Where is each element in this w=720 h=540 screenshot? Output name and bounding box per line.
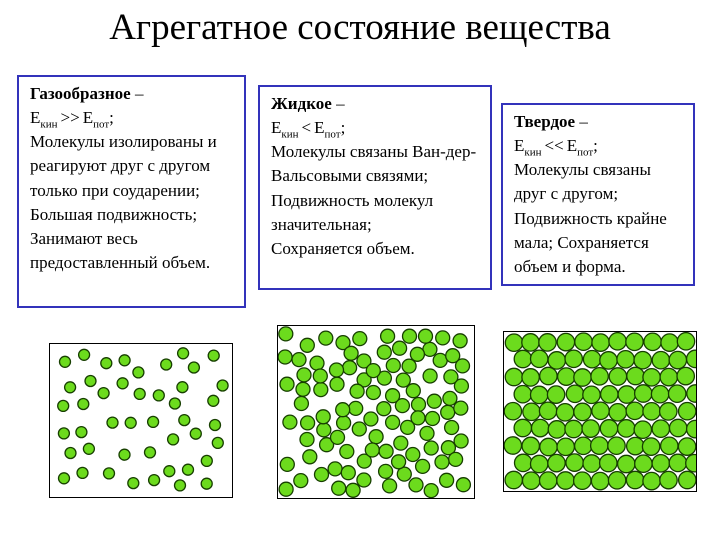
molecule-circle <box>58 400 69 411</box>
molecule-circle <box>547 386 564 403</box>
molecule-circle <box>618 420 635 437</box>
molecule-circle <box>386 359 400 373</box>
molecule-circle <box>670 419 687 436</box>
molecule-circle <box>208 350 219 361</box>
molecule-circle <box>424 441 438 455</box>
molecule-circle <box>574 472 591 489</box>
molecule-circle <box>317 423 331 437</box>
molecule-circle <box>677 333 694 350</box>
liquid-dash: – <box>336 94 345 113</box>
gas-heading: Газообразное <box>30 84 131 103</box>
molecule-circle <box>592 402 609 419</box>
molecule-circle <box>300 338 314 352</box>
molecule-circle <box>686 455 696 472</box>
molecule-circle <box>575 437 592 454</box>
molecule-circle <box>377 402 391 416</box>
molecule-circle <box>669 454 686 471</box>
molecule-circle <box>679 403 696 420</box>
molecule-circle <box>540 438 557 455</box>
molecule-circle <box>210 420 221 431</box>
comparison-operator: << <box>544 136 564 156</box>
molecule-circle <box>548 454 565 471</box>
molecule-circle <box>77 467 88 478</box>
molecule-circle <box>313 369 327 383</box>
molecule-circle <box>582 420 599 437</box>
molecule-circle <box>687 350 696 367</box>
molecule-circle <box>350 384 364 398</box>
molecule-circle <box>319 331 333 345</box>
molecule-circle <box>153 390 164 401</box>
molecule-circle <box>280 457 294 471</box>
molecule-circle <box>522 437 539 454</box>
description-line: Молекулы связаны друг с другом; Подвижность крайне мала; Сохраняется объем и форма. <box>514 160 667 276</box>
molecule-circle <box>504 403 521 420</box>
molecule-circle <box>416 459 430 473</box>
molecule-circle <box>453 334 467 348</box>
molecule-circle <box>661 334 678 351</box>
molecule-circle <box>310 356 324 370</box>
molecule-circle <box>296 382 310 396</box>
molecule-circle <box>651 386 668 403</box>
molecule-circle <box>634 352 651 369</box>
molecule-circle <box>178 348 189 359</box>
molecule-circle <box>409 478 423 492</box>
molecule-circle <box>583 351 600 368</box>
molecule-circle <box>381 329 395 343</box>
molecule-circle <box>643 403 660 420</box>
molecule-circle <box>352 422 366 436</box>
molecule-circle <box>608 437 625 454</box>
molecule-circle <box>669 385 686 402</box>
molecule-circle <box>412 398 426 412</box>
molecule-circle <box>344 346 358 360</box>
solid-dash: – <box>579 112 588 131</box>
molecule-circle <box>332 481 346 495</box>
molecule-circle <box>366 364 380 378</box>
molecule-circle <box>65 448 76 459</box>
molecule-circle <box>161 359 172 370</box>
molecule-circle <box>687 420 696 437</box>
molecule-circle <box>679 471 696 488</box>
gas-info-box <box>17 75 246 308</box>
molecule-circle <box>125 417 136 428</box>
molecule-circle <box>58 428 69 439</box>
molecule-circle <box>420 426 434 440</box>
description-line: Молекулы изолированы и реагируют друг с другом только при соударении; Большая подвижность; Занимают весь предоставленный объем. <box>30 132 217 272</box>
molecule-circle <box>539 402 556 419</box>
molecule-circle <box>328 462 342 476</box>
molecule-circle <box>411 411 425 425</box>
molecule-circle <box>440 473 454 487</box>
molecule-circle <box>557 438 574 455</box>
molecule-circle <box>283 415 297 429</box>
molecule-circle <box>331 430 345 444</box>
molecule-circle <box>436 331 450 345</box>
molecule-circle <box>558 368 575 385</box>
molecule-circle <box>164 466 175 477</box>
gas-energy-formula <box>30 106 233 130</box>
molecule-circle <box>626 402 643 419</box>
molecule-circle <box>292 353 306 367</box>
molecule-circle <box>423 369 437 383</box>
molecule-circle <box>280 377 294 391</box>
liquid-description <box>271 140 479 261</box>
molecule-circle <box>183 464 194 475</box>
e-kin-subscript: кин <box>281 128 299 141</box>
molecule-circle <box>83 443 94 454</box>
molecule-circle <box>574 403 591 420</box>
formula-end: ; <box>340 118 346 138</box>
molecule-circle <box>652 420 669 437</box>
molecule-circle <box>59 473 70 484</box>
solid-molecules-canvas <box>504 332 696 491</box>
molecule-circle <box>435 455 449 469</box>
molecule-circle <box>349 401 363 415</box>
molecule-circle <box>514 350 531 367</box>
molecule-circle <box>677 367 694 384</box>
molecule-circle <box>600 454 617 471</box>
comparison-operator: < <box>301 118 312 138</box>
molecule-circle <box>406 448 420 462</box>
molecule-circle <box>600 352 617 369</box>
molecule-circle <box>504 437 521 454</box>
molecule-circle <box>583 386 600 403</box>
molecule-circle <box>505 471 522 488</box>
molecule-circle <box>617 351 634 368</box>
molecule-circle <box>386 389 400 403</box>
molecule-circle <box>601 386 618 403</box>
molecule-circle <box>330 363 344 377</box>
molecule-circle <box>392 455 406 469</box>
molecule-circle <box>575 333 592 350</box>
molecule-circle <box>297 368 311 382</box>
molecule-circle <box>687 385 696 402</box>
formula-end: ; <box>109 108 114 128</box>
molecule-circle <box>343 361 357 375</box>
molecule-circle <box>212 437 223 448</box>
molecule-circle <box>609 333 626 350</box>
molecule-circle <box>190 428 201 439</box>
molecule-circle <box>85 376 96 387</box>
e-kin-subscript: кин <box>40 118 58 131</box>
molecule-circle <box>626 471 643 488</box>
molecule-circle <box>441 405 455 419</box>
molecule-circle <box>635 455 652 472</box>
liquid-heading-line <box>271 92 479 116</box>
molecule-circle <box>531 386 548 403</box>
liquid-molecules-canvas <box>278 326 474 498</box>
molecule-circle <box>531 350 548 367</box>
molecule-circle <box>540 472 557 489</box>
gas-molecules-diagram <box>49 343 233 498</box>
gas-heading-line <box>30 82 233 106</box>
molecule-circle <box>386 415 400 429</box>
molecule-circle <box>548 352 565 369</box>
molecule-circle <box>145 447 156 458</box>
e-kin-symbol: Е <box>30 108 41 128</box>
molecule-circle <box>60 356 71 367</box>
molecule-circle <box>337 416 351 430</box>
molecule-circle <box>424 484 438 498</box>
molecule-circle <box>454 434 468 448</box>
description-line: Подвижность молекул значительная; <box>271 190 434 234</box>
molecule-circle <box>609 368 626 385</box>
molecule-circle <box>98 388 109 399</box>
solid-info-box <box>501 103 695 286</box>
e-pot-symbol: Е <box>566 136 578 156</box>
solid-description <box>514 158 682 279</box>
molecule-circle <box>279 482 293 496</box>
molecule-circle <box>427 394 441 408</box>
molecule-circle <box>393 341 407 355</box>
molecule-circle <box>315 468 329 482</box>
molecule-circle <box>65 382 76 393</box>
molecule-circle <box>201 455 212 466</box>
molecule-circle <box>600 420 617 437</box>
molecule-circle <box>294 474 308 488</box>
molecule-circle <box>652 352 669 369</box>
molecule-circle <box>419 329 433 343</box>
liquid-heading: Жидкое <box>271 94 332 113</box>
molecule-circle <box>168 434 179 445</box>
e-pot-subscript: пот <box>324 128 341 141</box>
molecule-circle <box>76 427 87 438</box>
molecule-circle <box>540 367 557 384</box>
molecule-circle <box>523 403 540 420</box>
solid-heading: Твердое <box>514 112 576 131</box>
molecule-circle <box>583 455 600 472</box>
molecule-circle <box>301 416 315 430</box>
molecule-circle <box>514 386 531 403</box>
molecule-circle <box>643 369 660 386</box>
molecule-circle <box>669 351 686 368</box>
molecule-circle <box>548 421 565 438</box>
description-line: Сохраняется объем. <box>271 238 415 258</box>
molecule-circle <box>591 437 608 454</box>
comparison-operator: >> <box>60 108 80 128</box>
molecule-circle <box>119 449 130 460</box>
molecule-circle <box>643 472 660 489</box>
molecule-circle <box>445 421 459 435</box>
molecule-circle <box>278 350 292 364</box>
molecule-circle <box>341 466 355 480</box>
molecule-circle <box>279 327 293 341</box>
molecule-circle <box>104 468 115 479</box>
molecule-circle <box>340 445 354 459</box>
molecule-circle <box>565 350 582 367</box>
molecule-circle <box>661 437 678 454</box>
molecule-circle <box>627 437 644 454</box>
description-line: Молекулы связаны Ван-дер-Вальсовыми связями; <box>271 142 477 186</box>
molecule-circle <box>364 412 378 426</box>
molecule-circle <box>565 420 582 437</box>
molecule-circle <box>454 401 468 415</box>
e-kin-subscript: кин <box>524 146 542 159</box>
molecule-circle <box>117 378 128 389</box>
molecule-circle <box>449 452 463 466</box>
molecule-circle <box>608 472 625 489</box>
molecule-circle <box>660 403 677 420</box>
molecule-circle <box>316 410 330 424</box>
molecule-circle <box>179 415 190 426</box>
molecule-circle <box>626 333 643 350</box>
molecule-circle <box>300 433 314 447</box>
molecule-circle <box>574 369 591 386</box>
e-pot-symbol: Е <box>314 118 325 138</box>
molecule-circle <box>175 480 186 491</box>
molecule-circle <box>403 329 417 343</box>
molecule-circle <box>149 475 160 486</box>
formula-end: ; <box>593 136 598 156</box>
solid-molecules-diagram <box>503 331 697 492</box>
molecule-circle <box>366 386 380 400</box>
molecule-circle <box>426 412 440 426</box>
molecule-circle <box>635 385 652 402</box>
molecule-circle <box>618 386 635 403</box>
molecule-circle <box>609 404 626 421</box>
molecule-circle <box>446 349 460 363</box>
molecule-circle <box>369 430 383 444</box>
molecule-circle <box>591 368 608 385</box>
molecule-circle <box>618 455 635 472</box>
molecule-circle <box>557 472 574 489</box>
molecule-circle <box>396 373 410 387</box>
molecule-circle <box>314 383 328 397</box>
liquid-info-box <box>258 85 492 290</box>
molecule-circle <box>531 455 548 472</box>
e-kin-symbol: Е <box>514 136 525 156</box>
molecule-circle <box>119 355 130 366</box>
molecule-circle <box>217 380 228 391</box>
molecule-circle <box>208 395 219 406</box>
molecule-circle <box>444 370 458 384</box>
gas-dash: – <box>134 84 144 103</box>
molecule-circle <box>566 454 583 471</box>
molecule-circle <box>134 388 145 399</box>
molecule-circle <box>107 417 118 428</box>
molecule-circle <box>660 368 677 385</box>
molecule-circle <box>379 464 393 478</box>
molecule-circle <box>592 334 609 351</box>
molecule-circle <box>353 332 367 346</box>
molecule-circle <box>101 358 112 369</box>
e-pot-symbol: Е <box>82 108 94 128</box>
molecule-circle <box>556 404 573 421</box>
molecule-circle <box>566 385 583 402</box>
molecule-circle <box>402 359 416 373</box>
molecule-circle <box>522 369 539 386</box>
molecule-circle <box>634 421 651 438</box>
molecule-circle <box>365 443 379 457</box>
molecule-circle <box>678 438 695 455</box>
molecule-circle <box>443 391 457 405</box>
molecule-circle <box>514 419 531 436</box>
molecule-circle <box>133 367 144 378</box>
molecule-circle <box>539 334 556 351</box>
molecule-circle <box>188 362 199 373</box>
e-pot-subscript: пот <box>577 146 594 159</box>
molecule-circle <box>177 382 188 393</box>
molecule-circle <box>201 478 212 489</box>
molecule-circle <box>79 349 90 360</box>
molecule-circle <box>330 377 344 391</box>
molecule-circle <box>642 438 659 455</box>
solid-energy-formula <box>514 134 682 158</box>
molecule-circle <box>379 444 393 458</box>
molecule-circle <box>522 334 539 351</box>
molecule-circle <box>128 478 139 489</box>
molecule-circle <box>394 436 408 450</box>
molecule-circle <box>644 333 661 350</box>
molecule-circle <box>383 479 397 493</box>
molecule-circle <box>627 367 644 384</box>
molecule-circle <box>532 419 549 436</box>
molecule-circle <box>515 454 532 471</box>
molecule-circle <box>660 471 677 488</box>
molecule-circle <box>523 472 540 489</box>
molecule-circle <box>591 472 608 489</box>
molecule-circle <box>652 455 669 472</box>
molecule-circle <box>377 345 391 359</box>
molecule-circle <box>357 473 371 487</box>
liquid-energy-formula <box>271 116 479 140</box>
molecule-circle <box>557 333 574 350</box>
gas-molecules-canvas <box>50 344 232 497</box>
liquid-molecules-diagram <box>277 325 475 499</box>
e-pot-subscript: пот <box>93 118 110 131</box>
molecule-circle <box>148 416 159 427</box>
page-title: Агрегатное состояние вещества <box>109 7 611 48</box>
molecule-circle <box>78 399 89 410</box>
gas-description <box>30 130 233 275</box>
e-kin-symbol: Е <box>271 118 282 138</box>
molecule-circle <box>169 398 180 409</box>
molecule-circle <box>456 478 470 492</box>
solid-heading-line <box>514 110 682 134</box>
molecule-circle <box>505 334 522 351</box>
molecule-circle <box>303 450 317 464</box>
molecule-circle <box>336 403 350 417</box>
molecule-circle <box>505 368 522 385</box>
molecule-circle <box>346 483 360 497</box>
molecule-circle <box>294 397 308 411</box>
molecule-circle <box>410 347 424 361</box>
